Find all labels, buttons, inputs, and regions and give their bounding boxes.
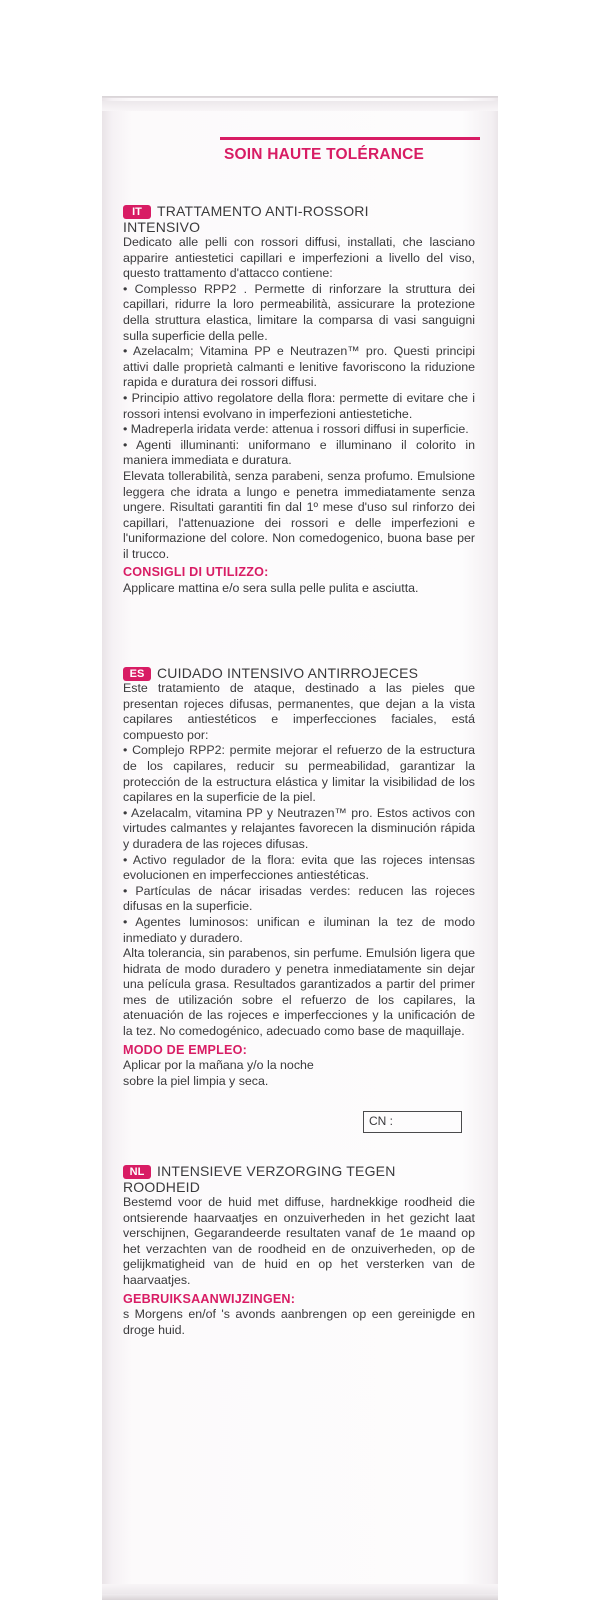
it-paragraph: Dedicato alle pelli con rossori diffusi, installati, che lasciano apparire antiestetici capillari e imperfezioni a livello del viso, questo trattamento d'attacco contiene:	[123, 235, 475, 281]
section-es-header	[123, 665, 475, 681]
it-paragraph: • Complesso RPP2 . Permette di rinforzare la struttura dei capillari, ridurre la loro permeabilità, assicurare la protezione della struttura elastica, limitare la comparsa di vasi sanguigni sulla superficie della pelle.	[123, 281, 475, 343]
language-badge-it: IT	[123, 205, 151, 219]
it-paragraph: • Azelacalm; Vitamina PP e Neutrazen™ pro. Questi principi attivi dalle proprietà calmanti e lenitive favoriscono la riduzione rapida e duratura dei rossori diffusi.	[123, 344, 475, 390]
nl-usage-text: s Morgens en/of 's avonds aanbrengen op een gereinigde en droge huid.	[123, 1307, 475, 1337]
it-usage-title: CONSIGLI DI UTILIZZO:	[123, 565, 269, 580]
it-paragraph: Elevata tollerabilità, senza parabeni, senza profumo. Emulsione leggera che idrata a lungo e penetra immediatamente senza ungere. Risultati garantiti fin dal 1º mese d'uso sul rinforzo dei capillari, l'attenuazione dei rossori e delle imperfezioni e l'uniformazione del colore. Non comedogenico, buona base per il trucco.	[123, 468, 475, 561]
es-body	[123, 681, 475, 1040]
es-paragraph: Alta tolerancia, sin parabenos, sin perfume. Emulsión ligera que hidrata de modo duradero y penetra inmediatamente sin dejar una película grasa. Resultados garantizados a partir del primer mes de utilización sobre el refuerzo de los capilares, la atenuación de las rojeces e imperfecciones y la unificación de la tez. No comedogénico, adecuado como base de maquillaje.	[123, 946, 475, 1039]
es-paragraph: • Activo regulador de la flora: evita que las rojeces intensas evolucionen en imperfecciones antiestéticas.	[123, 852, 475, 883]
es-paragraph: • Partículas de nácar irisadas verdes: reducen las rojeces difusas en la superficie.	[123, 883, 475, 914]
es-paragraph: • Azelacalm, vitamina PP y Neutrazen™ pro. Estos activos con virtudes calmantes y relajantes favorecen la disminución rápida y duradera de las rojeces difusas.	[123, 805, 475, 851]
cn-code-box	[363, 1111, 462, 1133]
it-paragraph: • Madreperla iridata verde: attenua i rossori diffusi in superficie.	[123, 422, 469, 437]
section-nl	[123, 1163, 475, 1338]
nl-paragraph: Bestemd voor de huid met diffuse, hardnekkige roodheid die ontsierende haarvaatjes en onzuiverheden in het gezicht laat verschijnen, Gegarandeerde resultaten vanaf de 1e maand op het verzachten van de roodheid en de onzuiverheden, op de gelijkmatigheid van de huid en op het versterken van de haarvaatjes.	[123, 1195, 475, 1287]
nl-usage-title: GEBRUIKSAANWIJZINGEN:	[123, 1291, 296, 1306]
it-usage-text: Applicare mattina e/o sera sulla pelle pulita e asciutta.	[123, 581, 419, 596]
language-badge-nl: NL	[123, 1165, 151, 1179]
section-es	[123, 665, 475, 1089]
section-it-title-line1: TRATTAMENTO ANTI-ROSSORI	[157, 203, 369, 219]
es-paragraph: Este tratamiento de ataque, destinado a las pieles que presentan rojeces difusas, permanentes, que dejan a la vista capilares antiestéticos e imperfecciones faciales, está compuesto por:	[123, 681, 475, 742]
es-paragraph: • Complejo RPP2: permite mejorar el refuerzo de la estructura de los capilares, reducir su permeabilidad, garantizar la protección de la estructura elástica y limitar la visibilidad de los capilares en la superficie de la piel.	[123, 743, 475, 805]
box-bottom-flap	[102, 1584, 498, 1594]
section-nl-header	[123, 1163, 475, 1179]
it-paragraph: • Principio attivo regolatore della flora: permette di evitare che i rossori intensi evolvano in imperfezioni antiestetiche.	[123, 390, 475, 421]
section-nl-title-line2: ROODHEID	[123, 1179, 201, 1195]
section-it	[123, 203, 475, 597]
product-range-title: SOIN HAUTE TOLÉRANCE	[224, 146, 425, 163]
es-usage-title: MODO DE EMPLEO:	[123, 1042, 248, 1057]
box-top-flap	[102, 101, 498, 111]
box-bottom-edge	[102, 1594, 498, 1600]
es-usage-line1: Aplicar por la mañana y/o la noche	[123, 1058, 314, 1073]
accent-line	[220, 137, 480, 140]
es-paragraph: • Agentes luminosos: unifican e iluminan la tez de modo inmediato y duradero.	[123, 914, 475, 945]
section-es-title: CUIDADO INTENSIVO ANTIRROJECES	[157, 665, 419, 681]
es-usage-line2: sobre la piel limpia y seca.	[123, 1073, 269, 1088]
section-it-header	[123, 203, 475, 219]
it-paragraph: • Agenti illuminanti: uniformano e illuminano il colorito in maniera immediata e duratura.	[123, 437, 475, 468]
section-nl-title-line1: INTENSIEVE VERZORGING TEGEN	[157, 1163, 396, 1179]
cn-label: CN :	[369, 1114, 393, 1128]
section-it-title-line2: INTENSIVO	[123, 219, 201, 235]
language-badge-es: ES	[123, 667, 151, 681]
